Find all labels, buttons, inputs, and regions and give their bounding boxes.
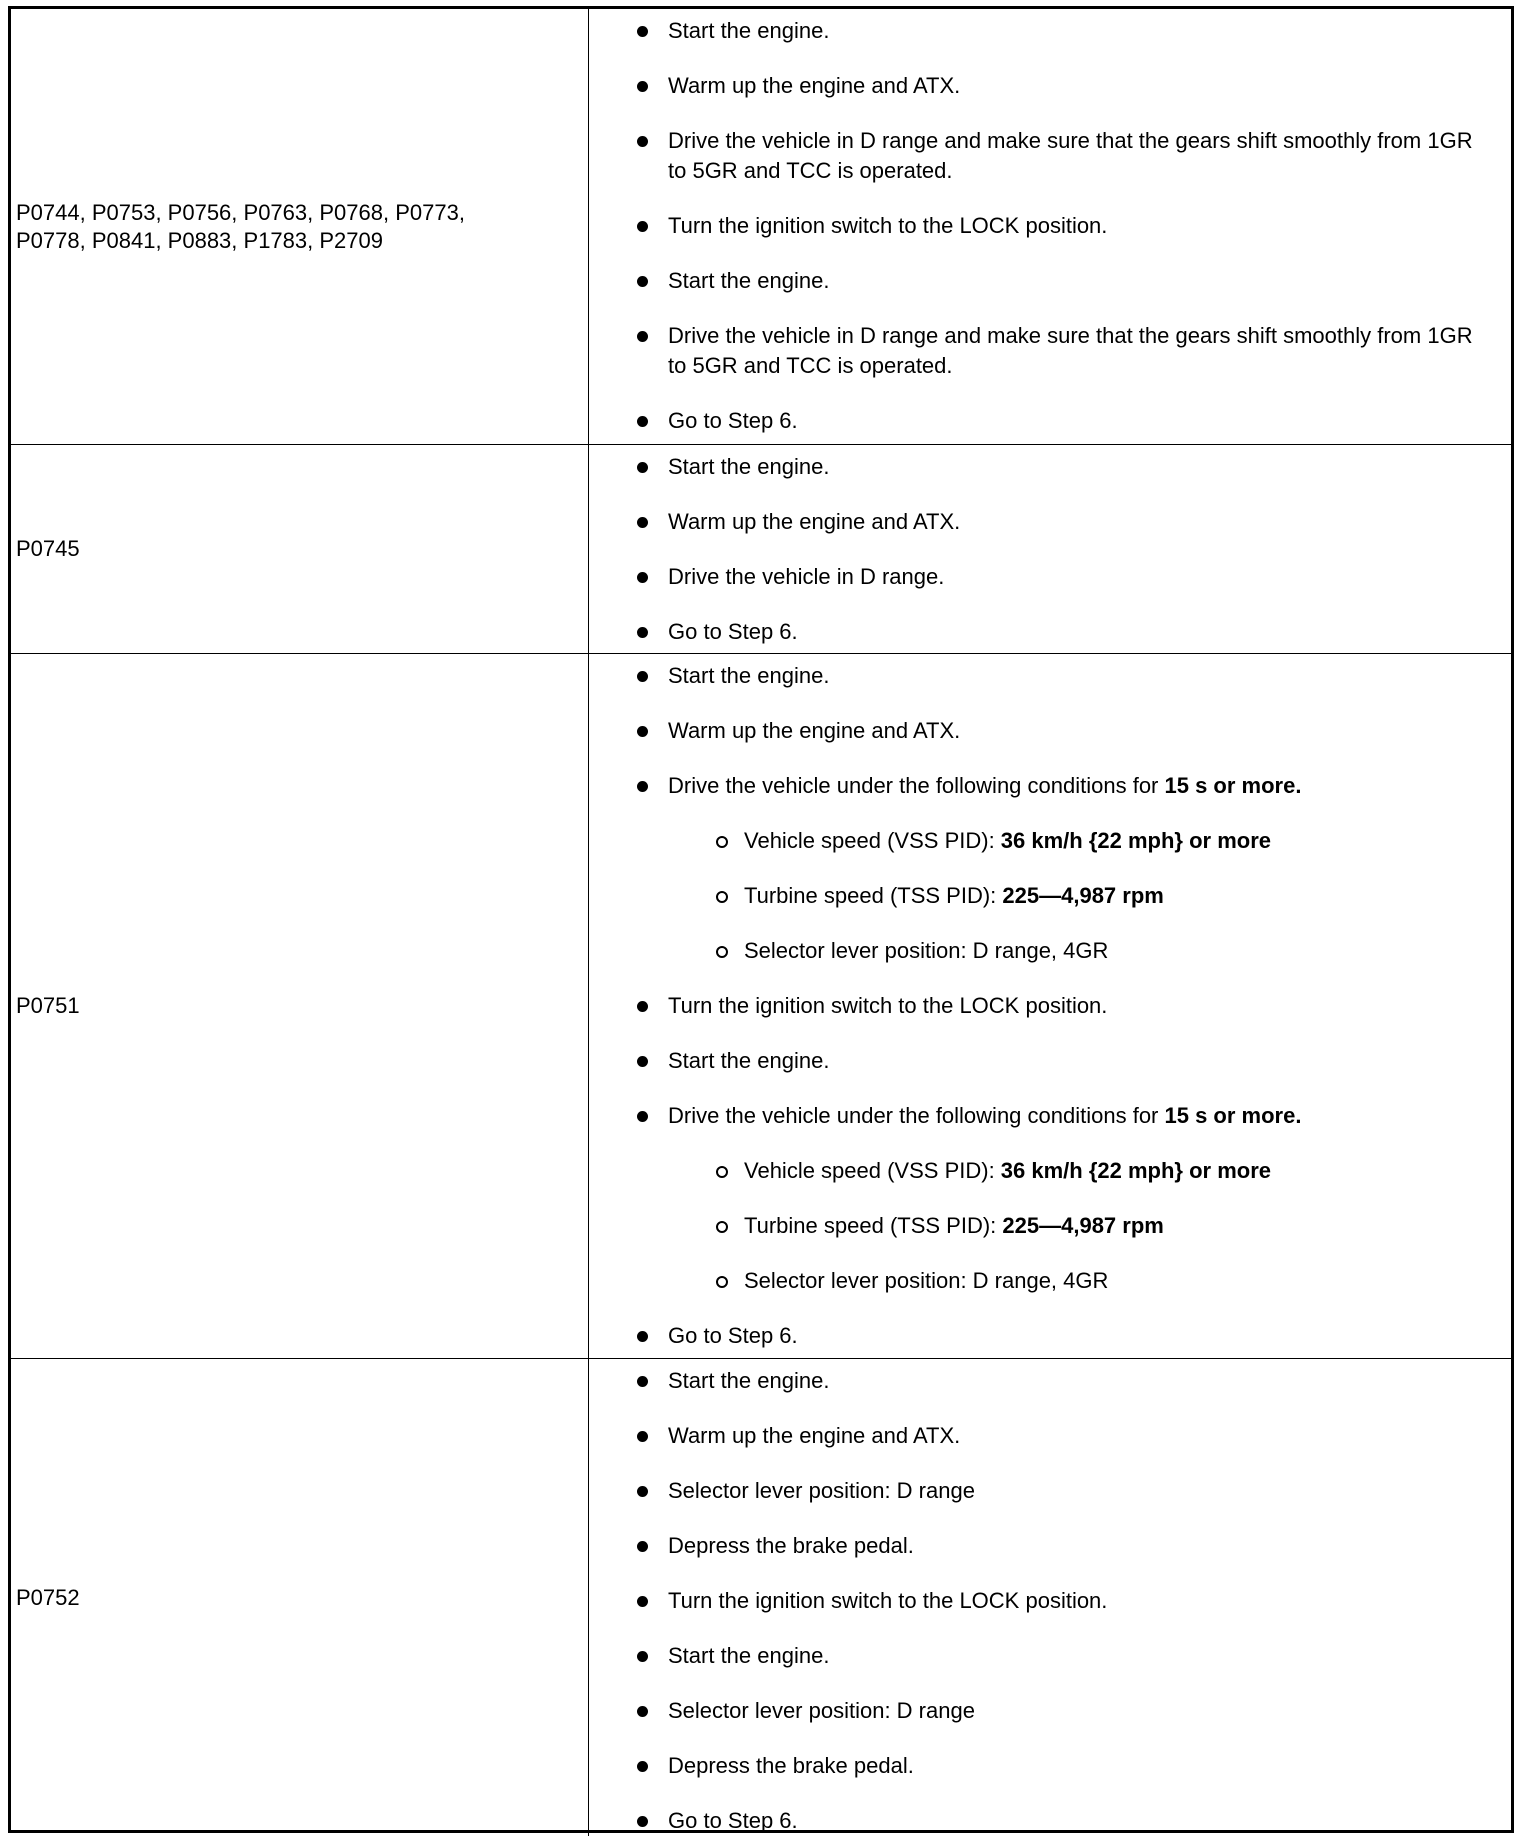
step-item (589, 1531, 1511, 1561)
dtc-code-text: P0744, P0753, P0756, P0763, P0768, P0773, (16, 199, 465, 225)
bullet-icon (637, 1761, 648, 1772)
bullet-icon (637, 1111, 648, 1122)
step-list (589, 661, 1511, 1351)
circle-bullet-icon (716, 1166, 728, 1178)
bullet-icon (637, 517, 648, 528)
bullet-icon (637, 1056, 648, 1067)
dtc-code-cell (11, 1359, 589, 1836)
step-text: Start the engine. (668, 663, 830, 688)
procedure-steps-cell (589, 654, 1511, 1359)
bullet-icon (637, 627, 648, 638)
step-text: Warm up the engine and ATX. (668, 73, 961, 98)
condition-item (668, 826, 1491, 856)
bullet-icon (637, 1431, 648, 1442)
bullet-icon (637, 1706, 648, 1717)
bullet-icon (637, 136, 648, 147)
procedure-grid (11, 9, 1511, 1833)
circle-bullet-icon (716, 1221, 728, 1233)
step-text: Start the engine. (668, 18, 830, 43)
bullet-icon (637, 1541, 648, 1552)
step-emphasis: 15 s or more. (1164, 1103, 1302, 1128)
bullet-icon (637, 81, 648, 92)
step-item (589, 16, 1511, 46)
condition-text: Turbine speed (TSS PID): (744, 883, 1003, 908)
step-item (589, 71, 1511, 101)
dtc-code-text: P0751 (16, 993, 80, 1018)
step-text: Start the engine. (668, 268, 830, 293)
step-item (589, 661, 1511, 691)
step-text: Start the engine. (668, 1048, 830, 1073)
bullet-icon (637, 416, 648, 427)
condition-list (668, 826, 1491, 966)
step-item (589, 211, 1511, 241)
step-item (589, 617, 1511, 647)
step-text: Go to Step 6. (668, 408, 798, 433)
step-item (589, 1641, 1511, 1671)
condition-item (668, 881, 1491, 911)
bullet-icon (637, 26, 648, 37)
condition-value: 225—4,987 rpm (1002, 883, 1164, 908)
procedure-table (8, 6, 1514, 1833)
condition-text: Vehicle speed (VSS PID): (744, 1158, 1001, 1183)
condition-value: 36 km/h {22 mph} or more (1000, 1158, 1272, 1183)
step-text: Selector lever position: D range (668, 1478, 975, 1503)
step-text: Warm up the engine and ATX. (668, 1423, 961, 1448)
dtc-code-cell (11, 654, 589, 1359)
condition-value: 36 km/h {22 mph} or more (1000, 828, 1272, 853)
condition-item (668, 1156, 1491, 1186)
step-text: Drive the vehicle in D range and make sure that the gears shift smoothly from 1GR to 5GR and TCC is operated. (668, 128, 1473, 183)
step-item (589, 1321, 1511, 1351)
procedure-steps-cell (589, 1359, 1511, 1836)
bullet-icon (637, 1486, 648, 1497)
step-text: Turn the ignition switch to the LOCK position. (668, 1588, 1108, 1613)
condition-text: Turbine speed (TSS PID): (744, 1213, 1003, 1238)
circle-bullet-icon (716, 836, 728, 848)
dtc-code-text: P0745 (16, 536, 80, 561)
step-list (589, 1366, 1511, 1836)
step-text: Start the engine. (668, 454, 830, 479)
step-text: Go to Step 6. (668, 1808, 798, 1833)
dtc-code-cell (11, 9, 589, 445)
step-text: Warm up the engine and ATX. (668, 718, 961, 743)
bullet-icon (637, 726, 648, 737)
bullet-icon (637, 1651, 648, 1662)
step-text: Go to Step 6. (668, 1323, 798, 1348)
condition-item (668, 1211, 1491, 1241)
dtc-code-list (16, 992, 80, 1020)
step-text: Start the engine. (668, 1368, 830, 1393)
condition-text: Selector lever position: D range, 4GR (744, 1268, 1109, 1293)
step-text: Selector lever position: D range (668, 1698, 975, 1723)
circle-bullet-icon (716, 946, 728, 958)
step-text: Turn the ignition switch to the LOCK position. (668, 213, 1108, 238)
dtc-code-list (16, 1584, 80, 1612)
step-text: Drive the vehicle in D range. (668, 564, 945, 589)
step-item (589, 1806, 1511, 1836)
bullet-icon (637, 1331, 648, 1342)
step-item (589, 321, 1511, 381)
bullet-icon (637, 331, 648, 342)
condition-item (668, 1266, 1491, 1296)
step-item (589, 452, 1511, 482)
dtc-code-cell (11, 445, 589, 654)
step-item (589, 126, 1511, 186)
step-emphasis: 15 s or more. (1164, 773, 1302, 798)
step-item (589, 266, 1511, 296)
condition-item (668, 936, 1491, 966)
step-item (589, 991, 1511, 1021)
bullet-icon (637, 1376, 648, 1387)
step-text: Drive the vehicle under the following conditions for (668, 1103, 1165, 1128)
bullet-icon (637, 221, 648, 232)
bullet-icon (637, 572, 648, 583)
circle-bullet-icon (716, 1276, 728, 1288)
step-text: Drive the vehicle under the following conditions for (668, 773, 1165, 798)
step-text: Drive the vehicle in D range and make sure that the gears shift smoothly from 1GR to 5GR and TCC is operated. (668, 323, 1473, 378)
step-item (589, 1696, 1511, 1726)
bullet-icon (637, 671, 648, 682)
step-item (589, 1366, 1511, 1396)
step-text: Turn the ignition switch to the LOCK position. (668, 993, 1108, 1018)
bullet-icon (637, 276, 648, 287)
step-item (589, 1476, 1511, 1506)
procedure-steps-cell (589, 445, 1511, 654)
step-item (589, 716, 1511, 746)
step-item (589, 1046, 1511, 1076)
step-item (589, 1751, 1511, 1781)
bullet-icon (637, 1816, 648, 1827)
dtc-code-text: P0778, P0841, P0883, P1783, P2709 (16, 227, 383, 253)
step-item (589, 1586, 1511, 1616)
step-item (589, 771, 1511, 966)
step-text: Go to Step 6. (668, 619, 798, 644)
procedure-steps-cell (589, 9, 1511, 445)
dtc-code-list (16, 199, 465, 255)
dtc-code-text: P0752 (16, 1584, 80, 1610)
bullet-icon (637, 1001, 648, 1012)
condition-text: Vehicle speed (VSS PID): (744, 828, 1001, 853)
circle-bullet-icon (716, 891, 728, 903)
step-text: Warm up the engine and ATX. (668, 509, 961, 534)
step-text: Start the engine. (668, 1643, 830, 1668)
step-item (589, 1101, 1511, 1296)
condition-list (668, 1156, 1491, 1296)
step-text: Depress the brake pedal. (668, 1753, 914, 1778)
condition-text: Selector lever position: D range, 4GR (744, 938, 1109, 963)
step-item (589, 507, 1511, 537)
step-list (589, 452, 1511, 647)
step-item (589, 406, 1511, 436)
bullet-icon (637, 462, 648, 473)
step-item (589, 562, 1511, 592)
dtc-code-list (16, 535, 80, 563)
bullet-icon (637, 1596, 648, 1607)
step-item (589, 1421, 1511, 1451)
condition-value: 225—4,987 rpm (1002, 1213, 1164, 1238)
bullet-icon (637, 781, 648, 792)
step-text: Depress the brake pedal. (668, 1533, 914, 1558)
step-list (589, 16, 1511, 436)
